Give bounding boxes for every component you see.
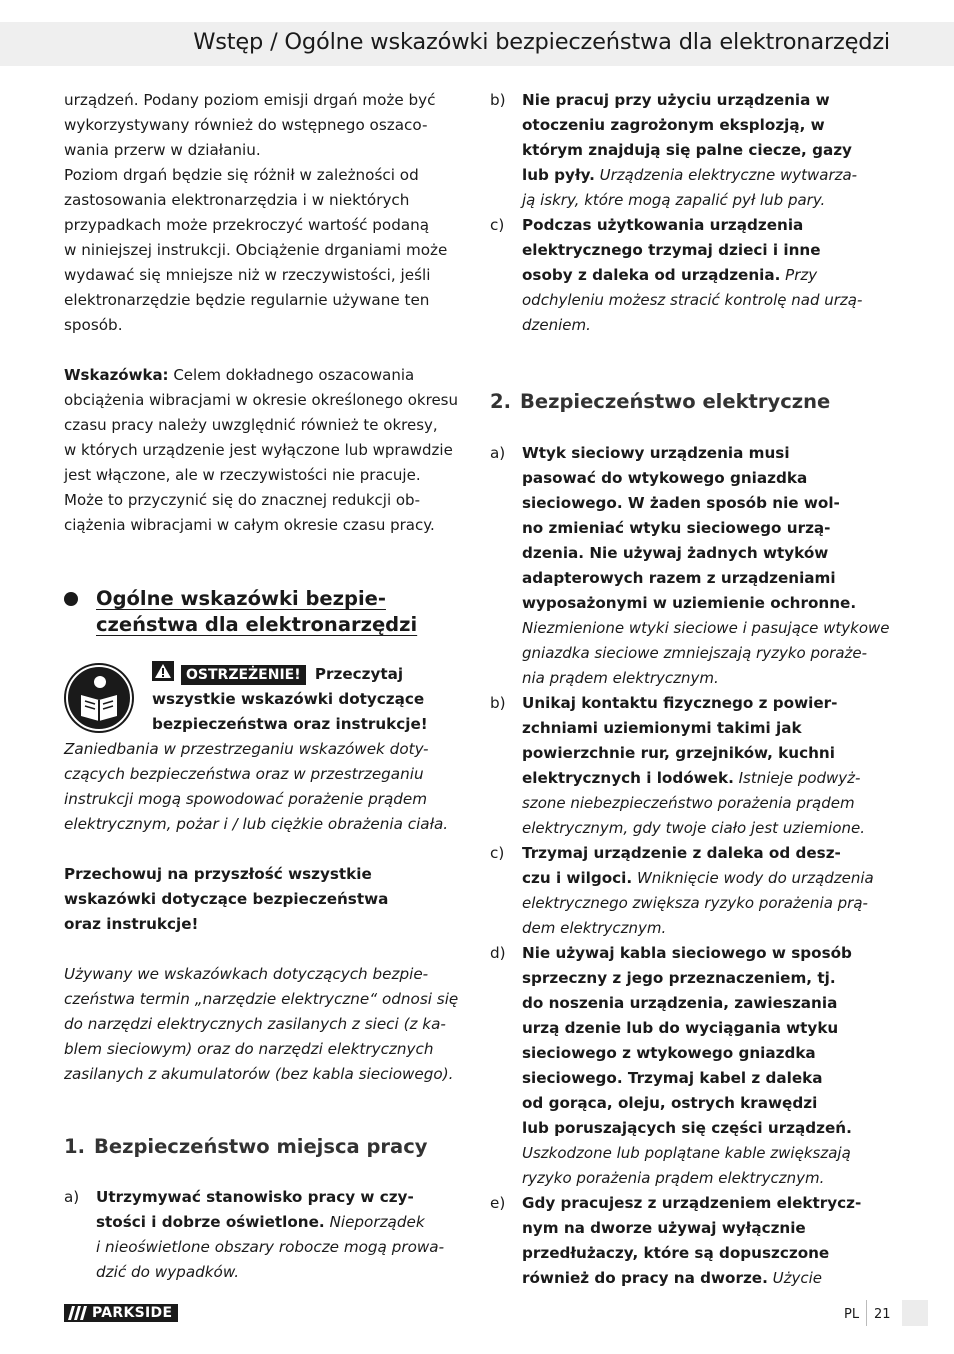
text-line: w których urządzenie jest wyłączone lub wprawdzie: [64, 441, 453, 459]
text-line: sieciowego. W żaden sposób nie wol-: [522, 494, 840, 512]
text-line: wydawać się mniejsze niż w rzeczywistości, jeśli: [64, 266, 431, 284]
warning-text: Przeczytaj: [309, 665, 404, 683]
text-line: jest włączone, ale w rzeczywistości nie pracuje.: [64, 466, 421, 484]
text-line: wskazówki dotyczące bezpieczeństwa: [64, 890, 389, 908]
text-line: i nieoświetlone obszary robocze mogą prowa-: [96, 1238, 445, 1256]
brand-name: PARKSIDE: [92, 1305, 173, 1321]
warning-label: OSTRZEŻENIE!: [181, 665, 306, 685]
text-line: adapterowych razem z urządzeniami: [522, 569, 836, 587]
text-line: blem sieciowym) oraz do narzędzi elektrycznych: [64, 1040, 434, 1058]
text-line: zastosowania elektronarzędzia i w niektórych: [64, 191, 410, 209]
text-line: w niniejszej instrukcji. Obciążenie drganiami może: [64, 241, 448, 259]
text-line: sposób.: [64, 316, 123, 334]
bullet-dot-icon: [64, 592, 78, 606]
text-line: elektrycznego trzymaj dzieci i inne: [522, 241, 821, 259]
text-line: Urządzenia elektryczne wytwarza-: [594, 166, 858, 184]
text-line: sieciowego. Trzymaj kabel z daleka: [522, 1069, 823, 1087]
section-title: Bezpieczeństwo elektryczne: [520, 390, 831, 413]
page-number: 21: [874, 1307, 891, 1322]
text-line: Wtyk sieciowy urządzenia musi: [522, 444, 790, 462]
text-line: sieciowego z wtykowego gniazdka: [522, 1044, 816, 1062]
text-line: oraz instrukcje!: [64, 915, 199, 933]
text-line: Nie używaj kabla sieciowego w sposób: [522, 944, 852, 962]
text-line: czeństwa termin „narzędzie elektryczne“ odnosi się: [64, 990, 459, 1008]
list-item: [64, 1185, 466, 1285]
text-line: otoczeniu zagrożonym eksplozją, w: [522, 116, 825, 134]
text-line: Trzymaj urządzenie z daleka od desz-: [522, 844, 841, 862]
text-line: od gorąca, oleju, ostrych krawędzi: [522, 1094, 818, 1112]
warning-triangle-icon: [152, 661, 174, 681]
text-line: gniazdka sieciowe zmniejszają ryzyko poraże-: [522, 644, 868, 662]
text-line: Nieporządek: [324, 1213, 425, 1231]
text-line: wania przerw w działaniu.: [64, 141, 261, 159]
section-title: Bezpieczeństwo miejsca pracy: [94, 1135, 428, 1158]
text-line: do narzędzi elektrycznych zasilanych z sieci (z ka-: [64, 1015, 446, 1033]
text-line: elektrycznym, gdy twoje ciało jest uziemione.: [522, 819, 866, 837]
text-line: czących bezpieczeństwa oraz w przestrzeganiu: [64, 765, 424, 783]
text-line: Przechowuj na przyszłość wszystkie: [64, 865, 372, 883]
note-label: Wskazówka:: [64, 366, 169, 384]
text-line: Poziom drgań będzie się różnił w zależności od: [64, 166, 419, 184]
item-letter: c): [490, 844, 505, 862]
text-line: odchyleniu możesz stracić kontrolę nad urzą-: [522, 291, 863, 309]
text-line: szone niebezpieczeństwo porażenia prądem: [522, 794, 855, 812]
text-line: elektrycznym, pożar i / lub ciężkie obrażenia ciała.: [64, 815, 449, 833]
item-letter: b): [490, 694, 506, 712]
note-paragraph: [64, 363, 466, 538]
language-code: PL: [844, 1307, 860, 1322]
warning-text: bezpieczeństwa oraz instrukcje!: [152, 715, 428, 733]
item-letter: b): [490, 91, 506, 109]
text-line: ryzyko porażenia prądem elektrycznym.: [522, 1169, 825, 1187]
text-line: wyposażonymi w uziemienie ochronne.: [522, 594, 857, 612]
heading-line: Ogólne wskazówki bezpie-: [96, 587, 386, 610]
text-line: elektrycznych i lodówek.: [522, 769, 734, 787]
text-line: no zmieniać wtyku sieciowego urzą-: [522, 519, 831, 537]
list-item: [490, 691, 892, 841]
item-letter: e): [490, 1194, 506, 1212]
list-item: [490, 88, 892, 213]
text-line: pasować do wtykowego gniazdka: [522, 469, 808, 487]
text-line: dzeniem.: [522, 316, 591, 334]
warning-italic-paragraph: [64, 737, 466, 837]
left-column: [64, 88, 466, 1285]
text-line: powierzchnie rur, grzejników, kuchni: [522, 744, 835, 762]
text-line: instrukcji mogą spowodować porażenie prądem: [64, 790, 428, 808]
text-line: Może to przyczynić się do znacznej redukcji ob-: [64, 491, 420, 509]
text-line: dzić do wypadków.: [96, 1263, 240, 1281]
logo-stripes-icon: [68, 1306, 88, 1320]
text-line: Celem dokładnego oszacowania: [168, 366, 415, 384]
text-line: nym na dworze używaj wyłącznie: [522, 1219, 806, 1237]
text-line: lub pyły.: [522, 166, 595, 184]
text-line: elektronarzędzie będzie regularnie używane ten: [64, 291, 430, 309]
text-line: Unikaj kontaktu fizycznego z powier-: [522, 694, 838, 712]
text-line: przedłużaczy, które są dopuszczone: [522, 1244, 830, 1262]
item-letter: a): [64, 1188, 80, 1206]
text-line: czu i wilgoci.: [522, 869, 633, 887]
text-line: czasu pracy należy uwzględnić również te okresy,: [64, 416, 438, 434]
text-line: osoby z daleka od urządzenia.: [522, 266, 781, 284]
text-line: ją iskry, które mogą zapalić pył lub pary.: [522, 191, 826, 209]
text-line: Gdy pracujesz z urządzeniem elektrycz-: [522, 1194, 862, 1212]
text-line: Utrzymywać stanowisko pracy w czy-: [96, 1188, 414, 1206]
text-line: nia prądem elektrycznym.: [522, 669, 719, 687]
warning-text: wszystkie wskazówki dotyczące: [152, 690, 425, 708]
text-line: Użycie: [767, 1269, 823, 1287]
section-heading: [64, 1134, 466, 1159]
text-line: wykorzystywany również do wstępnego oszaco-: [64, 116, 428, 134]
read-manual-icon: [64, 663, 134, 733]
text-line: urzą dzenie lub do wyciągania wtyku: [522, 1019, 839, 1037]
term-paragraph: [64, 962, 466, 1087]
section-number: 1.: [64, 1135, 85, 1158]
list-item: [490, 441, 892, 691]
list-item: [490, 841, 892, 941]
brand-logo: [64, 1304, 178, 1322]
heading-line: czeństwa dla elektronarzędzi: [96, 613, 418, 636]
text-line: Podczas użytkowania urządzenia: [522, 216, 804, 234]
text-line: obciążenia wibracjami w okresie określonego okresu: [64, 391, 458, 409]
text-line: zchniami uziemionymi takimi jak: [522, 719, 802, 737]
text-line: Przy: [780, 266, 818, 284]
section-number: 2.: [490, 390, 511, 413]
text-line: Używany we wskazówkach dotyczących bezpie-: [64, 965, 429, 983]
section-heading: [490, 389, 892, 414]
list-item: [490, 941, 892, 1191]
text-line: Nie pracuj przy użyciu urządzenia w: [522, 91, 830, 109]
text-line: zasilanych z akumulatorów (bez kabla sieciowego).: [64, 1065, 454, 1083]
text-line: urządzeń. Podany poziom emisji drgań może być: [64, 91, 436, 109]
item-letter: a): [490, 444, 506, 462]
text-line: Zaniedbania w przestrzeganiu wskazówek doty-: [64, 740, 429, 758]
text-line: dem elektrycznym.: [522, 919, 667, 937]
right-column: [490, 88, 892, 1291]
list-item: [490, 213, 892, 338]
text-line: stości i dobrze oświetlone.: [96, 1213, 325, 1231]
warning-block: [64, 661, 466, 737]
list-item: [490, 1191, 892, 1291]
general-safety-heading: [64, 586, 466, 638]
text-line: również do pracy na dworze.: [522, 1269, 768, 1287]
text-line: Uszkodzone lub poplątane kable zwiększają: [522, 1144, 851, 1162]
item-letter: c): [490, 216, 505, 234]
text-line: Wniknięcie wody do urządzenia: [632, 869, 874, 887]
text-line: sprzeczny z jego przeznaczeniem, tj.: [522, 969, 836, 987]
intro-paragraph: [64, 88, 466, 338]
footer-tab: [902, 1300, 928, 1326]
footer-divider: [866, 1300, 867, 1326]
text-line: Niezmienione wtyki sieciowe i pasujące wtykowe: [522, 619, 890, 637]
text-line: elektrycznego zwiększa ryzyko porażenia prą-: [522, 894, 868, 912]
page-title: Wstęp / Ogólne wskazówki bezpieczeństwa dla elektronarzędzi: [193, 29, 890, 55]
text-line: do noszenia urządzenia, zawieszania: [522, 994, 838, 1012]
text-line: którym znajdują się palne ciecze, gazy: [522, 141, 852, 159]
text-line: lub poruszających się części urządzeń.: [522, 1119, 852, 1137]
text-line: ciążenia wibracjami w całym okresie czasu pracy.: [64, 516, 435, 534]
text-line: Istnieje podwyż-: [733, 769, 861, 787]
text-line: przypadkach może przekroczyć wartość podaną: [64, 216, 430, 234]
text-line: dzenia. Nie używaj żadnych wtyków: [522, 544, 829, 562]
item-letter: d): [490, 944, 506, 962]
keep-instructions-paragraph: [64, 862, 466, 937]
